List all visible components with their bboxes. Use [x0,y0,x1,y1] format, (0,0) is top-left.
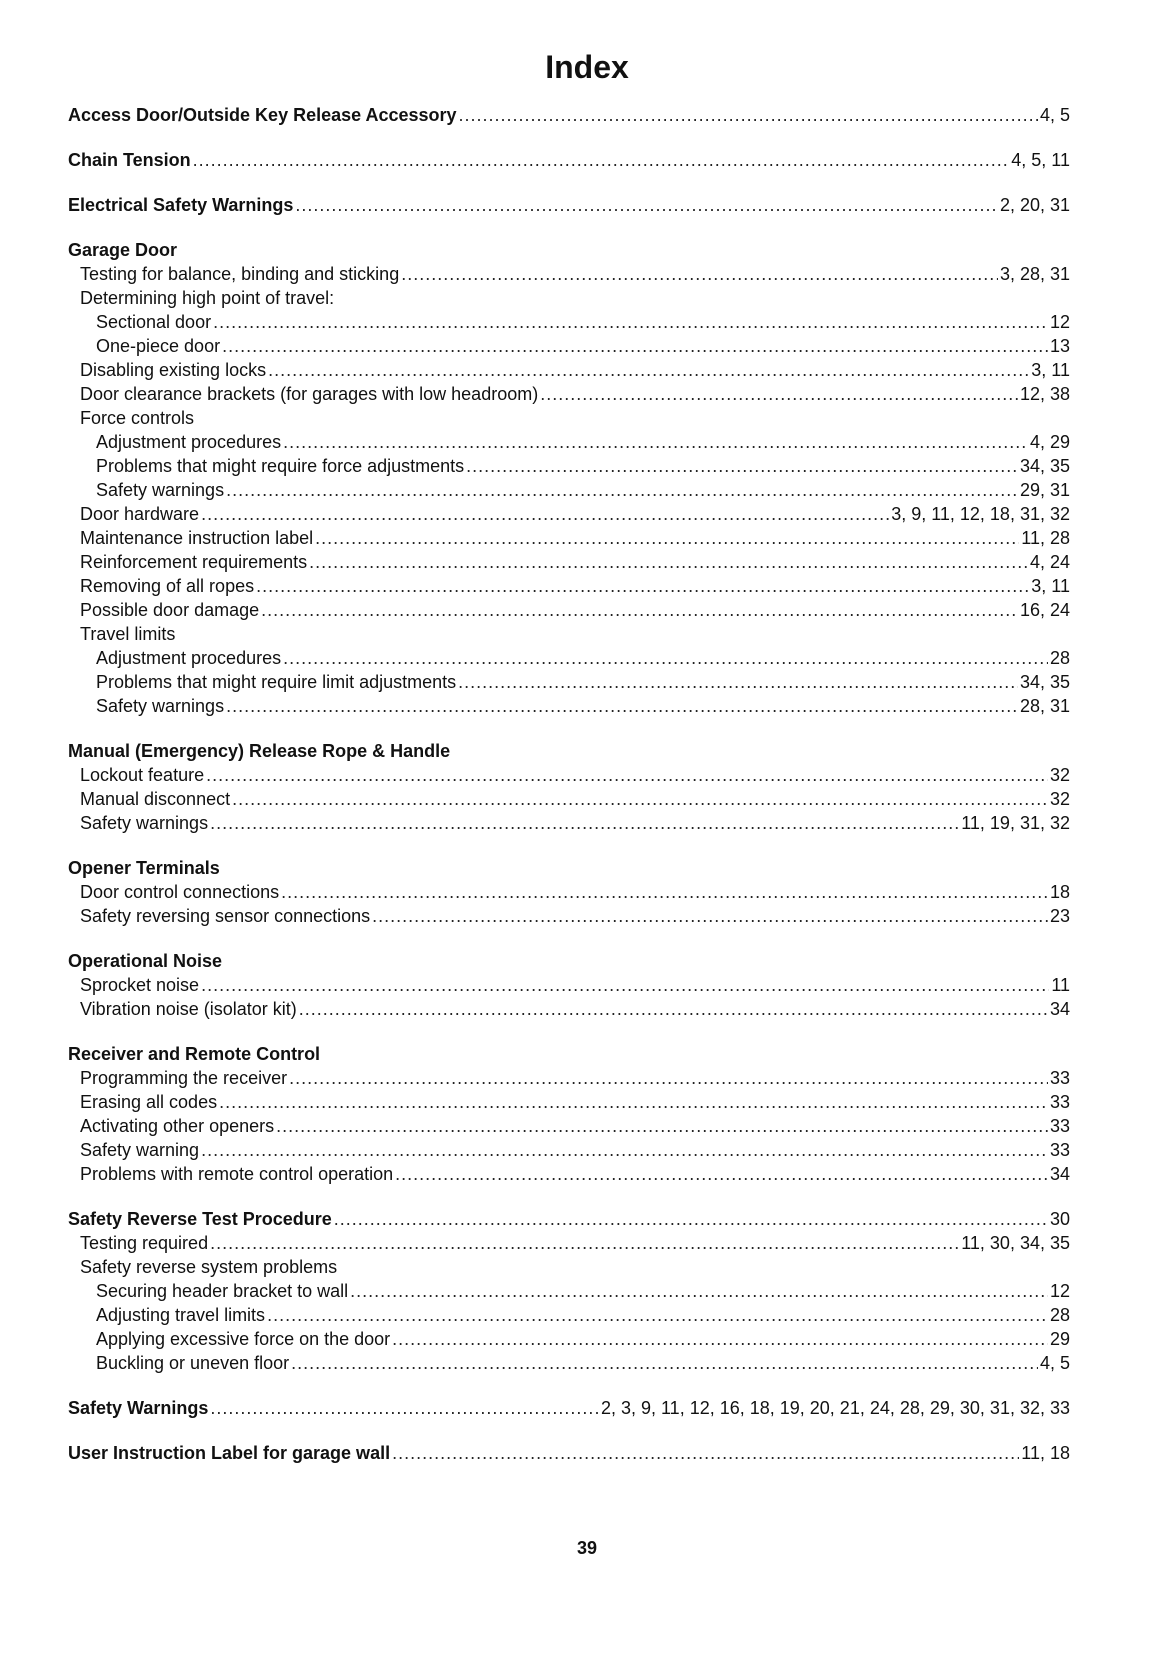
index-entry [68,694,1070,718]
entry-label: Activating other openers [80,1116,275,1136]
dot-leader [458,670,1018,694]
index-entry [68,670,1070,694]
dot-leader [309,550,1028,574]
index-entry [68,1162,1070,1186]
page-title: Index [545,49,629,85]
dot-leader [395,1162,1048,1186]
entry-label: Erasing all codes [80,1092,218,1112]
entry-label: Applying excessive force on the door [96,1329,391,1349]
entry-pages: 13 [1049,336,1070,356]
entry-pages: 33 [1049,1140,1070,1160]
dot-leader [299,997,1048,1021]
entry-label: Vibration noise (isolator kit) [80,999,297,1019]
entry-label: Safety warnings [96,480,225,500]
index-entry [68,1441,1070,1465]
entry-label: One-piece door [96,336,221,356]
entry-pages: 4, 5, 11 [1011,150,1070,170]
entry-pages: 11, 30, 34, 35 [961,1233,1070,1253]
index-entry [68,1207,1070,1231]
entry-pages: 3, 28, 31 [999,264,1070,284]
dot-leader [283,430,1028,454]
entry-label: Chain Tension [68,150,191,170]
dot-leader [193,148,1010,172]
dot-leader [206,763,1048,787]
dot-leader [289,1066,1048,1090]
index-entry [68,310,1070,334]
index-entry [68,103,1070,127]
index-entry [68,382,1070,406]
dot-leader [540,382,1018,406]
dot-leader [392,1441,1019,1465]
entry-pages: 4, 29 [1029,432,1070,452]
dot-leader [210,1396,599,1420]
entry-pages: 33 [1049,1116,1070,1136]
dot-leader [466,454,1018,478]
entry-label: Testing for balance, binding and sticking [80,264,400,284]
dot-leader [401,262,998,286]
index-entry [68,358,1070,382]
subsection-heading: Travel limits [80,624,176,644]
entry-label: Reinforcement requirements [80,552,308,572]
index-entry [68,1351,1070,1375]
index-entry [68,598,1070,622]
index-entry [68,193,1070,217]
dot-leader [372,904,1048,928]
entry-pages: 32 [1049,789,1070,809]
entry-pages: 12 [1049,1281,1070,1301]
entry-pages: 11, 28 [1021,528,1070,548]
entry-pages: 30 [1049,1209,1070,1229]
dot-leader [213,310,1048,334]
index-entry [68,811,1070,835]
entry-label: Safety warning [80,1140,200,1160]
index-entry [68,1138,1070,1162]
entry-label: Door clearance brackets (for garages with low headroom) [80,384,539,404]
entry-label: Door control connections [80,882,280,902]
entry-label: Access Door/Outside Key Release Accessory [68,105,457,125]
entry-label: Safety Warnings [68,1398,209,1418]
dot-leader [210,811,959,835]
index-entry [68,880,1070,904]
entry-pages: 12 [1049,312,1070,332]
index-entry [68,1303,1070,1327]
index-entry [68,1396,1070,1420]
entry-label: Safety warnings [96,696,225,716]
dot-leader [219,1090,1048,1114]
entry-pages: 33 [1049,1068,1070,1088]
index-entry [68,334,1070,358]
index-entry [68,1090,1070,1114]
subsection-heading: Determining high point of travel: [80,288,335,308]
index-entry [68,787,1070,811]
dot-leader [201,502,889,526]
dot-leader [201,1138,1048,1162]
entry-label: Safety reversing sensor connections [80,906,371,926]
index-entry [68,763,1070,787]
index-entry [68,646,1070,670]
entry-label: Buckling or uneven floor [96,1353,290,1373]
index-list [68,103,1070,1465]
dot-leader [281,880,1048,904]
entry-pages: 32 [1049,765,1070,785]
entry-pages: 11 [1051,975,1070,995]
dot-leader [267,1303,1048,1327]
page-number: 39 [576,1538,598,1558]
entry-pages: 29, 31 [1019,480,1070,500]
index-entry [68,430,1070,454]
entry-pages: 28, 31 [1019,696,1070,716]
entry-pages: 34, 35 [1019,456,1070,476]
index-entry [68,502,1070,526]
entry-label: Sectional door [96,312,212,332]
index-entry [68,904,1070,928]
entry-label: Electrical Safety Warnings [68,195,294,215]
entry-pages: 12, 38 [1019,384,1070,404]
entry-label: Adjustment procedures [96,648,282,668]
entry-label: Disabling existing locks [80,360,267,380]
entry-label: User Instruction Label for garage wall [68,1443,391,1463]
entry-pages: 16, 24 [1019,600,1070,620]
entry-label: Safety Reverse Test Procedure [68,1209,332,1229]
entry-pages: 4, 5 [1039,105,1070,125]
entry-label: Programming the receiver [80,1068,288,1088]
index-entry [68,997,1070,1021]
entry-label: Safety warnings [80,813,209,833]
entry-label: Adjusting travel limits [96,1305,266,1325]
dot-leader [295,193,998,217]
index-entry [68,454,1070,478]
dot-leader [222,334,1048,358]
entry-pages: 23 [1049,906,1070,926]
dot-leader [226,478,1018,502]
entry-label: Securing header bracket to wall [96,1281,349,1301]
index-entry [68,478,1070,502]
entry-pages: 4, 24 [1029,552,1070,572]
index-entry [68,148,1070,172]
entry-pages: 34, 35 [1019,672,1070,692]
entry-label: Testing required [80,1233,209,1253]
entry-label: Removing of all ropes [80,576,255,596]
section-heading: Garage Door [68,240,178,260]
entry-label: Problems with remote control operation [80,1164,394,1184]
dot-leader [256,574,1029,598]
entry-pages: 29 [1049,1329,1070,1349]
entry-pages: 11, 19, 31, 32 [961,813,1070,833]
entry-label: Maintenance instruction label [80,528,314,548]
section-heading: Manual (Emergency) Release Rope & Handle [68,741,451,761]
dot-leader [350,1279,1048,1303]
dot-leader [334,1207,1048,1231]
dot-leader [201,973,1049,997]
entry-label: Lockout feature [80,765,205,785]
section-heading: Receiver and Remote Control [68,1044,321,1064]
entry-pages: 2, 3, 9, 11, 12, 16, 18, 19, 20, 21, 24, 28, 29, 30, 31, 32, 33 [600,1398,1070,1418]
subsection-heading: Safety reverse system problems [80,1257,338,1277]
entry-label: Sprocket noise [80,975,200,995]
entry-pages: 11, 18 [1021,1443,1070,1463]
dot-leader [315,526,1019,550]
index-entry [68,1231,1070,1255]
entry-label: Manual disconnect [80,789,231,809]
entry-pages: 28 [1049,1305,1070,1325]
entry-label: Adjustment procedures [96,432,282,452]
entry-pages: 34 [1049,1164,1070,1184]
entry-pages: 2, 20, 31 [999,195,1070,215]
entry-pages: 33 [1049,1092,1070,1112]
dot-leader [210,1231,959,1255]
entry-pages: 28 [1049,648,1070,668]
index-entry [68,973,1070,997]
entry-pages: 3, 11 [1031,360,1070,380]
dot-leader [268,358,1029,382]
dot-leader [459,103,1038,127]
index-entry [68,526,1070,550]
entry-label: Problems that might require force adjustments [96,456,465,476]
index-entry [68,1327,1070,1351]
dot-leader [291,1351,1038,1375]
index-entry [68,262,1070,286]
entry-pages: 3, 9, 11, 12, 18, 31, 32 [891,504,1070,524]
dot-leader [276,1114,1048,1138]
entry-label: Possible door damage [80,600,260,620]
dot-leader [392,1327,1048,1351]
index-entry [68,1114,1070,1138]
section-heading: Operational Noise [68,951,223,971]
dot-leader [232,787,1048,811]
index-entry [68,1066,1070,1090]
index-entry [68,550,1070,574]
entry-label: Door hardware [80,504,200,524]
dot-leader [283,646,1048,670]
entry-pages: 34 [1049,999,1070,1019]
index-entry [68,574,1070,598]
entry-pages: 3, 11 [1031,576,1070,596]
entry-label: Problems that might require limit adjustments [96,672,457,692]
dot-leader [226,694,1018,718]
subsection-heading: Force controls [80,408,195,428]
section-heading: Opener Terminals [68,858,220,878]
entry-pages: 4, 5 [1039,1353,1070,1373]
dot-leader [261,598,1018,622]
entry-pages: 18 [1049,882,1070,902]
index-entry [68,1279,1070,1303]
